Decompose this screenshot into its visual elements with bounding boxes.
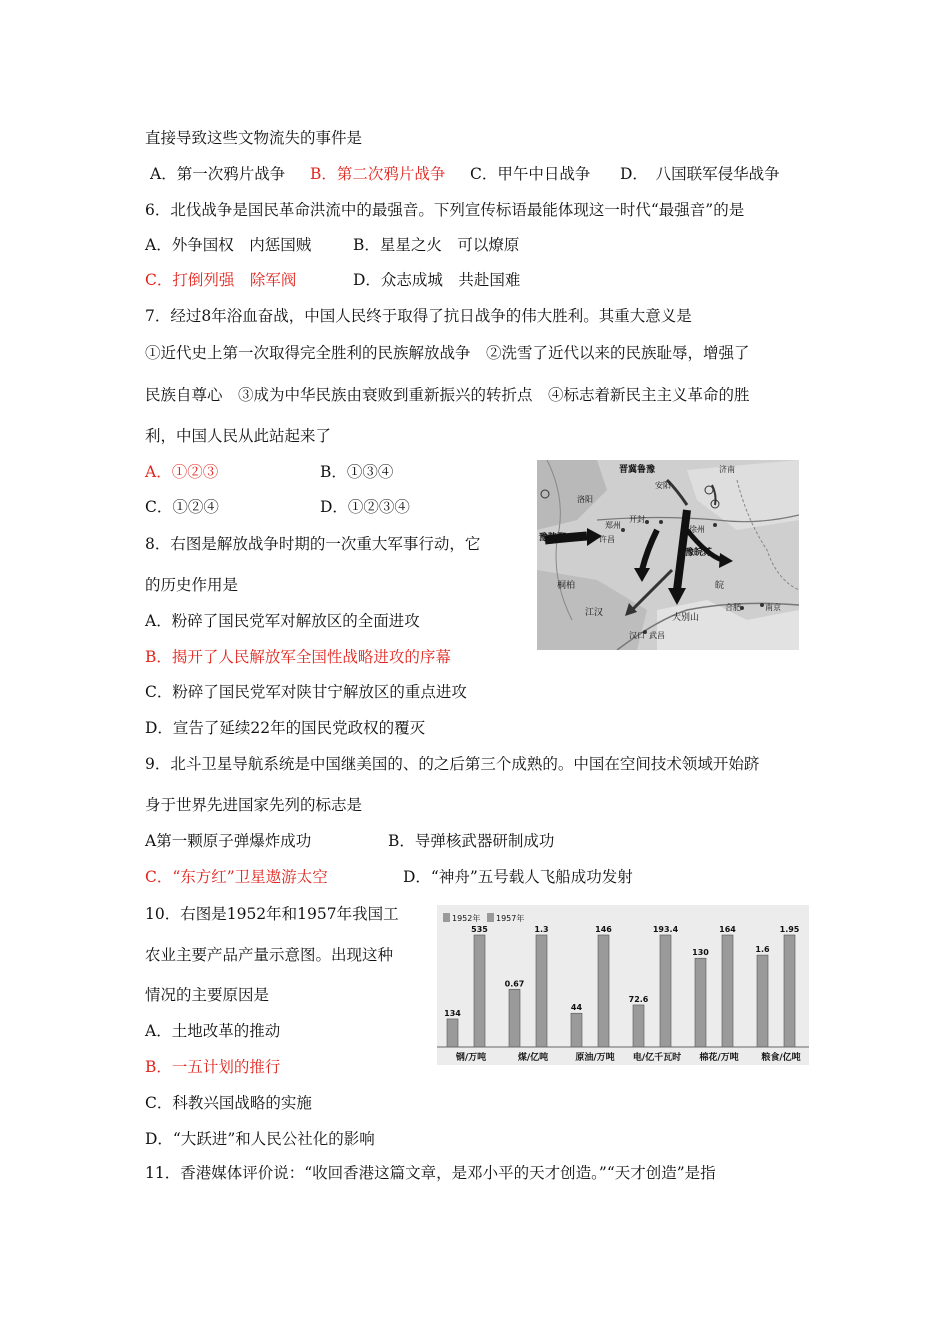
q7-stem: 7．经过8年浴血奋战，中国人民终于取得了抗日战争的伟大胜利。其重大意义是 xyxy=(145,307,692,325)
q9-stem-cont: 身于世界先进国家先列的标志是 xyxy=(145,796,363,814)
map-label: 晋冀鲁豫 xyxy=(619,465,656,475)
q9-stem: 9．北斗卫星导航系统是中国继美国的、的之后第三个成熟的。中国在空间技术领域开始跻 xyxy=(145,755,760,773)
q6-stem: 6．北伐战争是国民革命洪流中的最强音。下列宣传标语最能体现这一时代“最强音”的是 xyxy=(145,201,745,219)
bar-value-label: 44 xyxy=(570,1003,583,1013)
map-label: 郑州 xyxy=(605,521,621,530)
q7-option-a[interactable]: A．①②③ xyxy=(145,463,219,481)
map-label: 武昌 xyxy=(649,631,665,640)
map-label: 洛阳 xyxy=(577,495,593,504)
bar-1952 xyxy=(757,955,768,1047)
bar-value-label: 0.67 xyxy=(504,979,525,989)
category-label: 钢/万吨 xyxy=(455,1053,487,1063)
q5-option-d[interactable]: D． 八国联军侵华战争 xyxy=(620,165,780,183)
bar-value-label: 1.6 xyxy=(755,945,770,955)
category-label: 粮食/亿吨 xyxy=(761,1053,801,1063)
legend-swatch-1957 xyxy=(487,913,494,922)
q10-option-c[interactable]: C．科教兴国战略的实施 xyxy=(145,1094,312,1112)
production-bar-chart xyxy=(437,905,809,1065)
q8-option-c[interactable]: C．粉碎了国民党军对陕甘宁解放区的重点进攻 xyxy=(145,683,467,701)
q10-option-d[interactable]: D．“大跃进”和人民公社化的影响 xyxy=(145,1130,375,1148)
q7-option-c[interactable]: C．①②④ xyxy=(145,498,219,516)
map-label: 豫陕鄂 xyxy=(539,533,567,543)
category-label: 棉花/万吨 xyxy=(699,1053,739,1063)
q8-stem: 8．右图是解放战争时期的一次重大军事行动，它 xyxy=(145,535,481,553)
bar-value-label: 1.95 xyxy=(779,925,800,934)
q7-statement-line: 民族自尊心 ③成为中华民族由衰败到重新振兴的转折点 ④标志着新民主主义革命的胜 xyxy=(145,386,750,404)
q8-option-b[interactable]: B．揭开了人民解放军全国性战略进攻的序幕 xyxy=(145,648,451,666)
map-label: 大别山 xyxy=(672,613,700,623)
q5-option-b[interactable]: B．第二次鸦片战争 xyxy=(310,165,446,183)
map-label: 安阳 xyxy=(655,481,671,490)
bar-1952 xyxy=(633,1005,644,1047)
q10-option-b[interactable]: B．一五计划的推行 xyxy=(145,1058,281,1076)
map-label: 汉口 xyxy=(629,631,645,640)
legend-swatch-1952 xyxy=(443,913,450,922)
campaign-map xyxy=(537,460,799,650)
bar-1957 xyxy=(722,935,733,1047)
q10-stem: 10．右图是1952年和1957年我国工 xyxy=(145,905,399,923)
bar-value-label: 134 xyxy=(444,1008,461,1018)
q11-stem: 11．香港媒体评价说：“收回香港这篇文章，是邓小平的天才创造。”“天才创造”是指 xyxy=(145,1164,716,1182)
bar-value-label: 146 xyxy=(595,925,612,934)
q9-option-d[interactable]: D．“神舟”五号载人飞船成功发射 xyxy=(403,868,633,886)
q10-stem-cont: 农业主要产品产量示意图。出现这种 xyxy=(145,946,394,964)
q5-option-c[interactable]: C．甲午中日战争 xyxy=(470,165,591,183)
q6-option-a[interactable]: A．外争国权 内惩国贼 xyxy=(145,236,312,254)
bar-value-label: 535 xyxy=(471,925,488,934)
bar-1957 xyxy=(536,935,547,1047)
legend-1957: 1957年 xyxy=(496,914,525,923)
q10-option-a[interactable]: A．土地改革的推动 xyxy=(145,1022,281,1040)
map-label: 江汉 xyxy=(585,608,604,618)
intro-text: 直接导致这些文物流失的事件是 xyxy=(145,129,363,147)
map-label: 桐柏 xyxy=(557,581,576,591)
bar-1952 xyxy=(509,989,520,1047)
bar-value-label: 72.6 xyxy=(628,994,649,1004)
q8-option-a[interactable]: A．粉碎了国民党军对解放区的全面进攻 xyxy=(145,612,420,630)
q8-stem-cont: 的历史作用是 xyxy=(145,576,239,594)
bar-1957 xyxy=(474,935,485,1047)
q9-option-b[interactable]: B．导弹核武器研制成功 xyxy=(388,832,555,850)
map-label: 济南 xyxy=(719,465,735,474)
q6-option-b[interactable]: B．星星之火 可以燎原 xyxy=(353,236,520,254)
bar-1952 xyxy=(447,1019,458,1047)
bar-value-label: 193.4 xyxy=(652,925,679,934)
q6-option-c[interactable]: C．打倒列强 除军阀 xyxy=(145,271,297,289)
bar-1957 xyxy=(784,935,795,1047)
q7-option-d[interactable]: D．①②③④ xyxy=(320,498,410,516)
bar-1952 xyxy=(571,1013,582,1047)
bar-1952 xyxy=(695,958,706,1047)
bar-value-label: 164 xyxy=(719,925,736,934)
map-label: 许昌 xyxy=(599,535,615,544)
q9-option-c[interactable]: C．“东方红”卫星遨游太空 xyxy=(145,868,328,886)
bar-1957 xyxy=(598,935,609,1047)
map-label: 开封 xyxy=(629,515,645,524)
map-label: 合肥 xyxy=(725,603,741,612)
bar-1957 xyxy=(660,935,671,1047)
q7-option-b[interactable]: B．①③④ xyxy=(320,463,394,481)
category-label: 电/亿千瓦时 xyxy=(632,1053,682,1063)
q7-statement-line: ①近代史上第一次取得完全胜利的民族解放战争 ②洗雪了近代以来的民族耻辱，增强了 xyxy=(145,344,750,362)
category-label: 煤/亿吨 xyxy=(517,1053,549,1063)
q5-option-a[interactable]: A．第一次鸦片战争 xyxy=(150,165,286,183)
map-label: 南京 xyxy=(765,603,781,612)
legend-1952: 1952年 xyxy=(452,914,481,923)
map-label: 豫皖苏 xyxy=(685,548,713,558)
q8-option-d[interactable]: D．宣告了延续22年的国民党政权的覆灭 xyxy=(145,719,426,737)
map-label: 徐州 xyxy=(689,525,705,534)
q9-option-a[interactable]: A第一颗原子弹爆炸成功 xyxy=(145,832,312,850)
bar-value-label: 1.3 xyxy=(534,925,549,934)
bar-value-label: 130 xyxy=(692,948,709,958)
q7-statement-line: 利，中国人民从此站起来了 xyxy=(145,427,332,445)
map-label: 皖 xyxy=(715,581,725,591)
q10-stem-cont: 情况的主要原因是 xyxy=(145,986,270,1004)
category-label: 原油/万吨 xyxy=(575,1053,615,1063)
q6-option-d[interactable]: D．众志成城 共赴国难 xyxy=(353,271,521,289)
